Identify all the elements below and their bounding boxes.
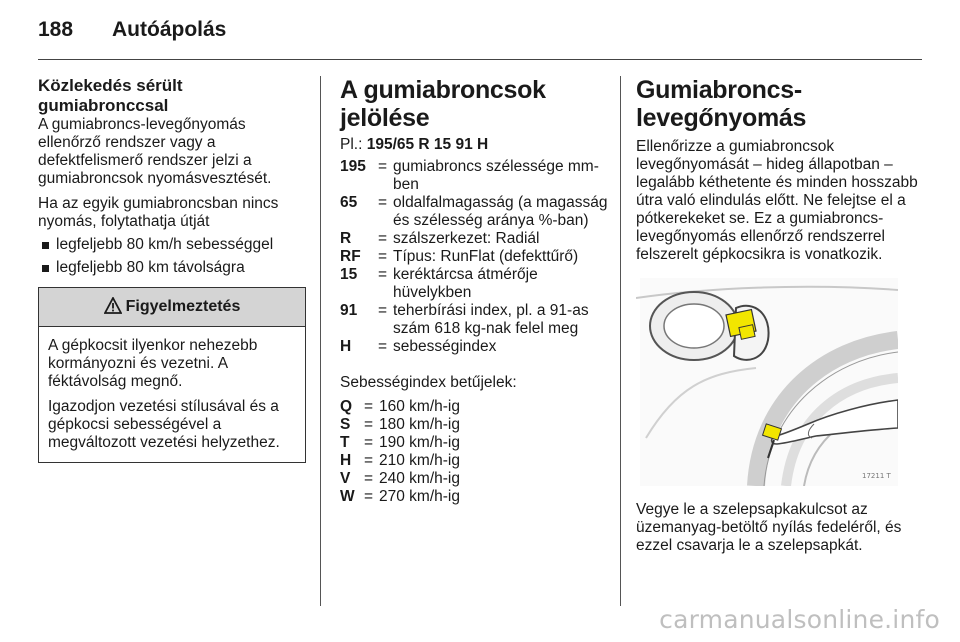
speed-row bbox=[340, 416, 610, 434]
definition-row bbox=[340, 158, 610, 194]
valve-cap-illustration bbox=[636, 278, 898, 486]
speed-key: Q bbox=[340, 398, 353, 415]
damaged-tyre-para1: A gumiabroncs-levegőnyomás ellenőrző rendszer vagy a defektfelismerő rendszer jelzi a gumiabroncsok nyomásvesztését. bbox=[38, 116, 272, 187]
definition-value: szálszerkezet: Radiál bbox=[393, 230, 540, 247]
page-number: 188 bbox=[38, 18, 74, 41]
column-tyre-pressure bbox=[636, 76, 926, 555]
warning-triangle-icon bbox=[104, 297, 122, 314]
tyre-pressure-para: Ellenőrizze a gumiabroncsok levegőnyomását – hideg állapotban – legalább kéthetente és minden hosszabb útra való elindulás előtt. Ne felejtse el a pótkerekeket se. Ez a gumiabroncs-levegőnyomás ellenőrző rendszerrel felszerelt gépkocsikra is vonatkozik. bbox=[636, 138, 918, 263]
speed-row bbox=[340, 470, 610, 488]
definition-key: H bbox=[340, 338, 352, 355]
definition-key: 65 bbox=[340, 194, 358, 211]
speed-key: S bbox=[340, 416, 351, 433]
damaged-tyre-para2: Ha az egyik gumiabroncsban nincs nyomás, folytathatja útját bbox=[38, 195, 279, 230]
speed-index-list bbox=[340, 398, 610, 506]
speed-eq: = bbox=[364, 470, 374, 487]
definition-eq: = bbox=[378, 248, 388, 265]
speed-value: 160 km/h-ig bbox=[379, 398, 460, 415]
speed-value: 190 km/h-ig bbox=[379, 434, 460, 451]
definition-value: Típus: RunFlat (defekttűrő) bbox=[393, 248, 579, 265]
definition-eq: = bbox=[378, 194, 388, 211]
bullet-item: legfeljebb 80 km távolságra bbox=[38, 259, 306, 277]
speed-row bbox=[340, 434, 610, 452]
speed-key: T bbox=[340, 434, 350, 451]
example-line bbox=[340, 136, 610, 154]
speed-value: 210 km/h-ig bbox=[379, 452, 460, 469]
speed-index-heading: Sebességindex betűjelek: bbox=[340, 374, 517, 391]
speed-eq: = bbox=[364, 434, 374, 451]
speed-key: H bbox=[340, 452, 352, 469]
column-damaged-tyre bbox=[38, 76, 306, 463]
speed-row bbox=[340, 488, 610, 506]
tyre-pressure-heading: Gumiabroncs-levegőnyomás bbox=[636, 76, 807, 132]
definition-key: 195 bbox=[340, 158, 366, 175]
speed-value: 180 km/h-ig bbox=[379, 416, 460, 433]
warning-header bbox=[39, 288, 305, 327]
warning-title: Figyelmeztetés bbox=[125, 298, 241, 315]
definition-value: oldalfalmagasság (a magasság és szélesség aránya %-ban) bbox=[393, 194, 608, 229]
section-title: Autóápolás bbox=[112, 18, 227, 41]
warning-body bbox=[39, 327, 305, 462]
warning-box bbox=[38, 287, 306, 463]
column-tyre-markings bbox=[340, 76, 610, 506]
speed-value: 270 km/h-ig bbox=[379, 488, 460, 505]
figure-caption: Vegye le a szelepsapkakulcsot az üzemanyag-betöltő nyílás fedeléről, és ezzel csavarja le a szelepsapkát. bbox=[636, 501, 902, 554]
speed-eq: = bbox=[364, 398, 374, 415]
bullet-item: legfeljebb 80 km/h sebességgel bbox=[38, 236, 306, 254]
definition-value: keréktárcsa átmérője hüvelykben bbox=[393, 266, 538, 301]
definition-value: gumiabroncs szélessége mm-ben bbox=[393, 158, 599, 193]
speed-row bbox=[340, 398, 610, 416]
speed-value: 240 km/h-ig bbox=[379, 470, 460, 487]
definition-eq: = bbox=[378, 230, 388, 247]
watermark: carmanualsonline.info bbox=[659, 605, 940, 634]
definition-row bbox=[340, 230, 610, 248]
definition-row bbox=[340, 302, 610, 338]
definition-row bbox=[340, 338, 610, 356]
header-rule bbox=[38, 59, 922, 60]
warning-text-2: Igazodjon vezetési stílusával és a gépkocsi sebességével a megváltozott vezetési helyzethez. bbox=[48, 398, 280, 451]
definition-eq: = bbox=[378, 338, 388, 355]
definition-row bbox=[340, 194, 610, 230]
speed-row bbox=[340, 452, 610, 470]
figure-code: 17211 T bbox=[862, 472, 891, 480]
definition-value: teherbírási index, pl. a 91-as szám 618 kg-nak felel meg bbox=[393, 302, 589, 337]
example-prefix: Pl.: bbox=[340, 136, 363, 153]
definition-key: R bbox=[340, 230, 352, 247]
definition-list bbox=[340, 158, 610, 356]
definition-eq: = bbox=[378, 302, 388, 319]
speed-eq: = bbox=[364, 416, 374, 433]
page-header bbox=[38, 18, 226, 42]
speed-eq: = bbox=[364, 452, 374, 469]
column-divider-2 bbox=[620, 76, 621, 606]
definition-key: 15 bbox=[340, 266, 358, 283]
speed-key: V bbox=[340, 470, 351, 487]
warning-text-1: A gépkocsit ilyenkor nehezebb kormányozni és vezetni. A féktávolság megnő. bbox=[48, 337, 258, 390]
definition-row bbox=[340, 266, 610, 302]
damaged-tyre-heading: Közlekedés sérült gumiabronccsal bbox=[38, 76, 183, 115]
speed-eq: = bbox=[364, 488, 374, 505]
definition-value: sebességindex bbox=[393, 338, 497, 355]
speed-key: W bbox=[340, 488, 355, 505]
definition-eq: = bbox=[378, 158, 388, 175]
example-code: 195/65 R 15 91 H bbox=[366, 136, 489, 153]
column-divider-1 bbox=[320, 76, 321, 606]
tyre-markings-heading: A gumiabroncsok jelölése bbox=[340, 76, 546, 132]
definition-row bbox=[340, 248, 610, 266]
definition-eq: = bbox=[378, 266, 388, 283]
definition-key: RF bbox=[340, 248, 361, 265]
definition-key: 91 bbox=[340, 302, 358, 319]
